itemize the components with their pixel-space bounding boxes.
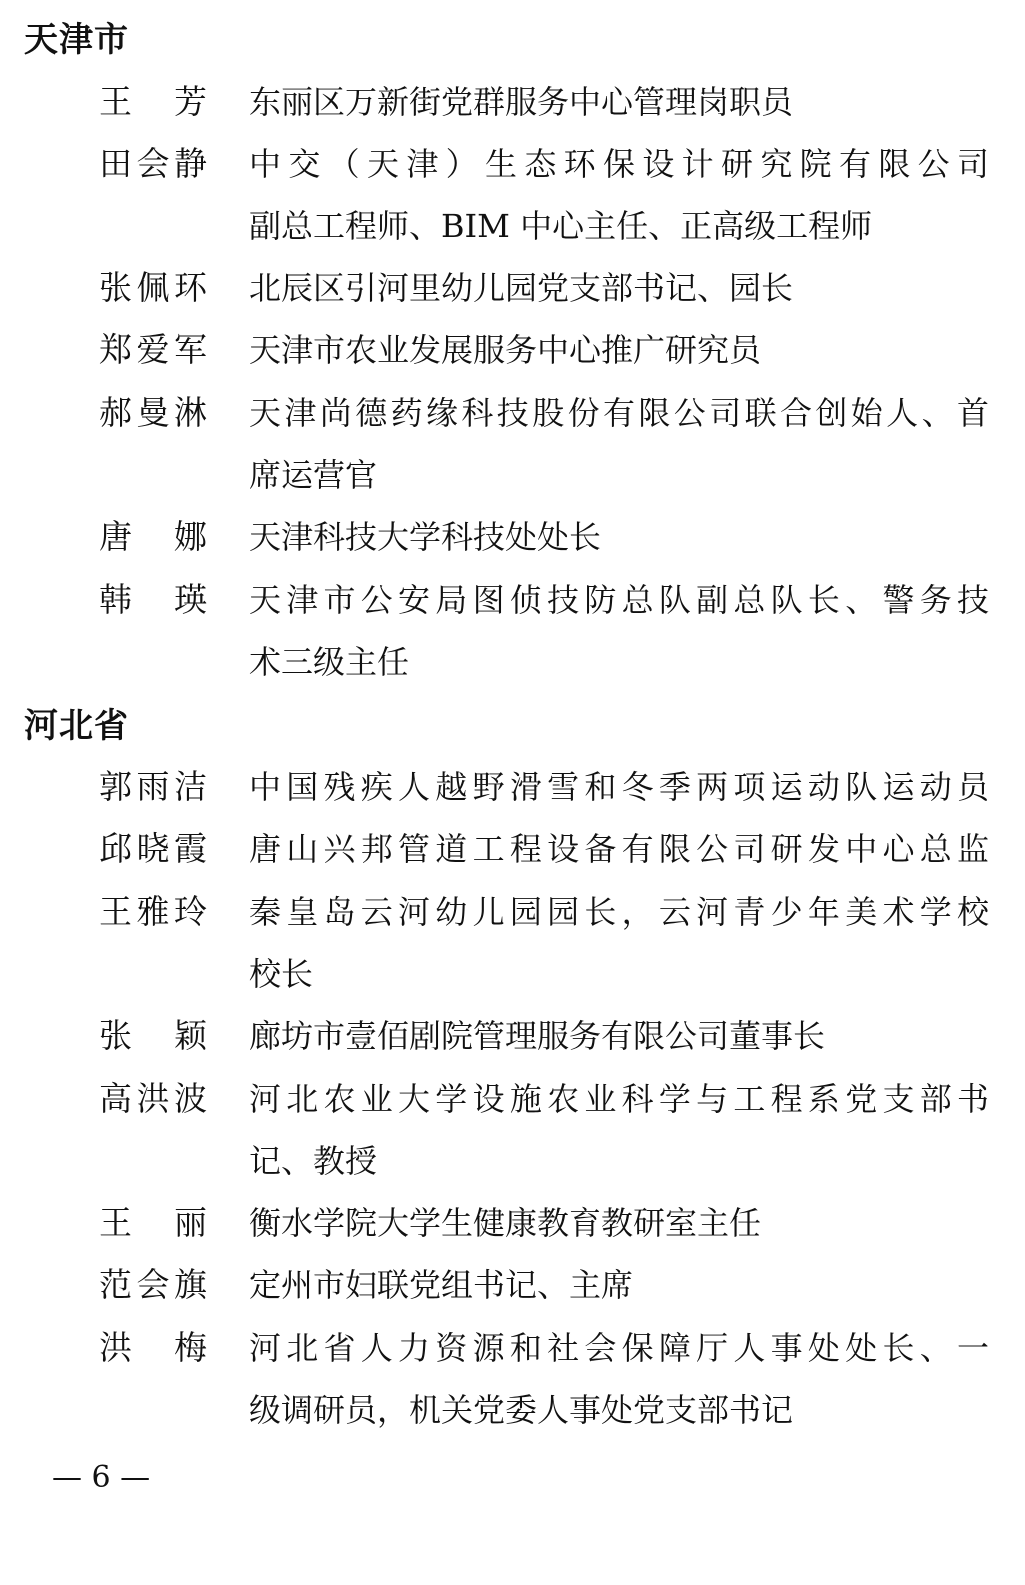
position-line: 副总工程师、BIM 中心主任、正高级工程师 <box>249 207 873 245</box>
position-line: 天津市农业发展服务中心推广研究员 <box>249 331 762 369</box>
person-name: 王 芳 <box>99 82 207 121</box>
person-name: 田 会 静 <box>99 144 207 183</box>
person-name: 高 洪 波 <box>99 1079 207 1118</box>
position-line: 唐山兴邦管道工程设备有限公司研发中心总监 <box>249 830 989 868</box>
position-line: 天津科技大学科技处处长 <box>249 518 602 556</box>
person-name: 王 丽 <box>99 1203 207 1242</box>
position-line: 廊坊市壹佰剧院管理服务有限公司董事长 <box>249 1017 826 1055</box>
position-line: 定州市妇联党组书记、主席 <box>249 1266 634 1304</box>
person-name: 郭 雨 洁 <box>99 767 207 806</box>
section-title-hebei: 河北省 <box>24 706 129 746</box>
position-line: 术三级主任 <box>249 643 410 681</box>
position-line: 北辰区引河里幼儿园党支部书记、园长 <box>249 269 794 307</box>
person-name: 范 会 旗 <box>99 1265 207 1304</box>
person-name: 邱 晓 霞 <box>99 829 207 868</box>
position-line: 级调研员，机关党委人事处党支部书记 <box>249 1391 794 1429</box>
position-line: 中交（天津）生态环保设计研究院有限公司 <box>249 145 989 183</box>
person-name: 王 雅 玲 <box>99 892 207 931</box>
person-name: 张 颖 <box>99 1016 207 1055</box>
position-line: 校长 <box>249 955 314 993</box>
position-line: 记、教授 <box>249 1142 378 1180</box>
person-name: 郝 曼 淋 <box>99 393 207 432</box>
section-title-tianjin: 天津市 <box>24 20 129 60</box>
person-name: 张 佩 环 <box>99 268 207 307</box>
position-line: 天津尚德药缘科技股份有限公司联合创始人、首 <box>249 394 989 432</box>
position-line: 河北农业大学设施农业科学与工程系党支部书 <box>249 1080 989 1118</box>
person-name: 唐 娜 <box>99 517 207 556</box>
person-name: 郑 爱 军 <box>99 330 207 369</box>
position-line: 天津市公安局图侦技防总队副总队长、警务技 <box>249 581 989 619</box>
position-line: 衡水学院大学生健康教育教研室主任 <box>249 1204 762 1242</box>
position-line: 中国残疾人越野滑雪和冬季两项运动队运动员 <box>249 768 989 806</box>
page-number: — 6 — <box>52 1460 151 1495</box>
person-name: 韩 瑛 <box>99 580 207 619</box>
position-line: 河北省人力资源和社会保障厅人事处处长、一 <box>249 1329 989 1367</box>
position-line: 东丽区万新街党群服务中心管理岗职员 <box>249 83 794 121</box>
position-line: 席运营官 <box>249 456 378 494</box>
person-name: 洪 梅 <box>99 1328 207 1367</box>
position-line: 秦皇岛云河幼儿园园长，云河青少年美术学校 <box>249 893 989 931</box>
